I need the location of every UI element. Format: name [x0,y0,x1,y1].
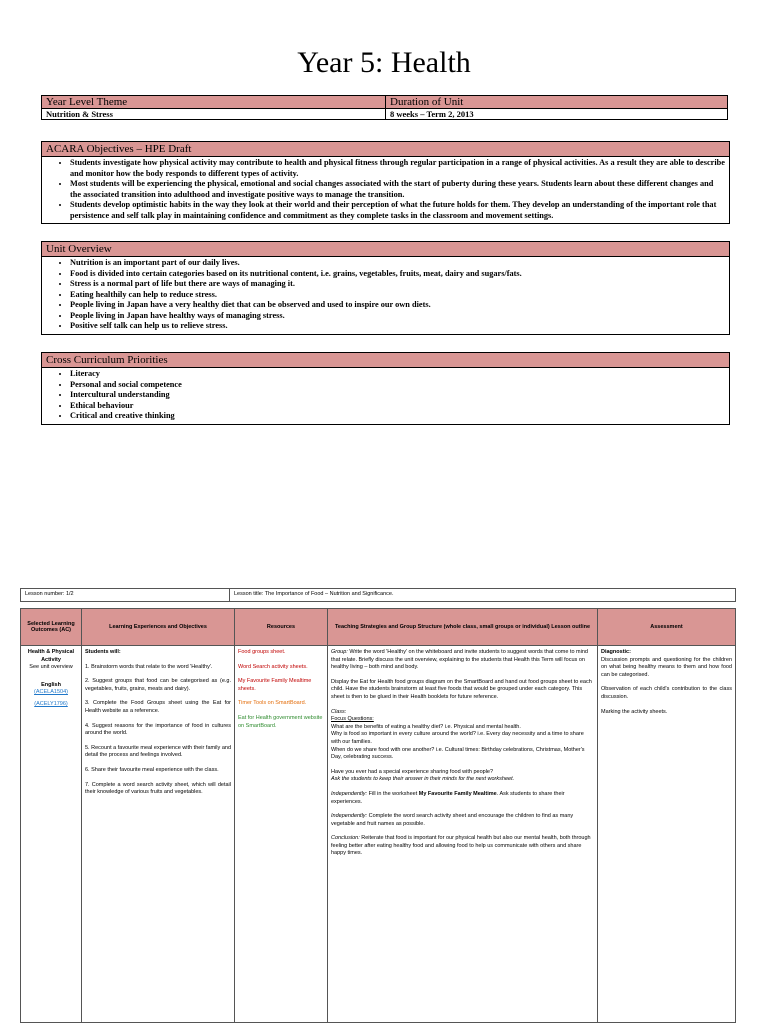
strategy-group [331,649,594,672]
outcome-code-link[interactable]: (ACELY1796) [34,700,68,707]
list-item: • Nutrition is an important part of our daily lives. [70,258,725,269]
focus-question: When do we share food with one another? i.e. Cultural times: Birthday celebrations, Christmas, Mother's Day, celebrating success. [331,746,585,761]
list-item: • Food is divided into certain categories based on its nutritional content, i.e. grains, vegetables, fruits, meat, dairy and sugars/fats. [70,269,725,280]
resource-item: My Favourite Family Mealtime sheets. [238,678,312,692]
list-item: • Personal and social competence [70,380,725,391]
col-outcomes-header: Selected Learning Outcomes (AC) [21,609,82,646]
ccp-list [42,368,729,424]
assessment-item: Discussion prompts and questioning for the children on what being healthy means to them and how food can be categorised. [601,656,732,678]
strategy-label: Conclusion: [331,835,360,842]
outcome-english: English [41,681,61,688]
resources-cell [235,646,328,1023]
assessment-item: Observation of each child's contribution to the class discussion. [601,686,732,700]
experience-item: 4. Suggest reasons for the importance of food in cultures around the world. [85,722,231,737]
list-item: • Students develop optimistic habits in the way they look at their world and their perception of what the future holds for them. They develop an understanding of the important role that persistence and self talk play in maintaining confidence and commitment as they complete tasks in the classroom and movement settings. [70,200,725,221]
experience-item: 1. Brainstorm words that relate to the word 'Healthy'. [85,663,213,670]
list-item: • Stress is a normal part of life but there are ways of managing it. [70,279,725,290]
theme-table [41,95,728,120]
strategy-independent-1 [331,791,594,806]
strategy-focus-label: Focus Questions: [331,716,374,723]
list-item: • People living in Japan have a very healthy diet that can be observed and used to inspire our own diets. [70,300,725,311]
strategy-conclusion [331,835,594,858]
list-item: • People living in Japan have healthy ways of managing stress. [70,311,725,322]
theme-label: Year Level Theme [42,96,386,109]
strategy-label: Group: [331,649,348,655]
duration-value: 8 weeks – Term 2, 2013 [386,109,728,120]
outcome-code-link[interactable]: (ACELA1504) [34,689,68,696]
duration-label: Duration of Unit [386,96,728,109]
focus-question: Have you ever had a special experience sharing food with people? [331,768,494,775]
strategy-text: Complete the word search activity sheet and encourage the children to find as many vegetable and fruit names as possible. [331,813,574,827]
strategy-label: Independently: [331,813,368,820]
overview-heading: Unit Overview [42,242,729,257]
resource-item: Food groups sheet. [238,649,286,655]
acara-list [42,157,729,223]
strategies-cell [328,646,598,1023]
col-assessment-header: Assessment [598,609,736,646]
assessment-cell [598,646,736,1023]
experiences-lead: Students will: [85,649,121,655]
worksheet-name: My Favourite Family Mealtime [418,790,497,797]
strategy-text: Fill in the worksheet [367,790,419,797]
col-resources-header: Resources [235,609,328,646]
overview-list [42,257,729,334]
list-item: • Intercultural understanding [70,390,725,401]
acara-heading: ACARA Objectives – HPE Draft [42,142,729,157]
strategy-label: Independently: [331,790,368,797]
acara-section [41,141,730,224]
list-item: • Eating healthily can help to reduce stress. [70,290,725,301]
experience-item: 7. Complete a word search activity sheet, which will detail their knowledge of various fruits and vegetables. [85,781,231,796]
strategy-display: Display the Eat for Health food groups diagram on the SmartBoard and hand out food groups sheet to each child. Have the students brainstorm at least five foods that would be grouped under each category. This sheet is then to be glued in their Health booklets for future reference. [331,678,592,700]
experience-item: 6. Share their favourite meal experience with the class. [85,766,219,773]
strategy-class-label: Class: [331,708,347,715]
lesson-header-table [20,588,736,602]
outcome-see-unit: See unit overview [29,664,73,671]
lesson-plan-table [20,608,736,1023]
resource-item: Eat for Health government website on SmartBoard. [238,714,323,729]
list-item: • Critical and creative thinking [70,411,725,422]
resource-item: Timer Tools on SmartBoard. [238,700,307,707]
strategy-text: . Ask students to share their experiences. [331,790,565,805]
lesson-number: Lesson number: 1/2 [21,589,230,602]
outcomes-cell [21,646,82,1023]
focus-question: Why is food so important in every culture around the world? i.e. Every day necessity and a time to share with our families. [331,731,584,745]
overview-section [41,241,730,335]
col-strategies-header: Teaching Strategies and Group Structure (whole class, small groups or individual) Lesson outline [328,609,598,646]
strategy-text: Reiterate that food is important for our physical health but also our mental health, both through feeling better after eating healthy food and allowing food to help us communicate with others and share happy times. [331,835,591,857]
strategy-independent-2 [331,813,594,828]
experience-item: 3. Complete the Food Groups sheet using the Eat for Health website as a reference. [85,700,231,714]
outcome-health: Health & Physical Activity [27,649,75,663]
list-item: • Ethical behaviour [70,401,725,412]
list-item: • Most students will be experiencing the physical, emotional and social changes associated with the start of puberty during these years. Students learn about these different changes and the associated transition into adulthood and investigate positive ways to manage the transition. [70,179,725,200]
list-item: • Students investigate how physical activity may contribute to health and physical fitness through regular participation in a range of physical activities. As a result they are able to describe and monitor how the body responds to different types of activity. [70,158,725,179]
experience-item: 2. Suggest groups that food can be categorised as (e.g. vegetables, fruits, grains, meats and dairy). [85,678,231,692]
experience-item: 5. Recount a favourite meal experience with their family and detail the process and feelings involved. [85,744,231,759]
focus-question: What are the benefits of eating a healthy diet? i.e. Physical and mental health. [331,723,521,730]
ccp-section [41,352,730,425]
experiences-cell [82,646,235,1023]
focus-question-note: Ask the students to keep their answer in their minds for the next worksheet. [331,776,515,783]
assessment-diagnostic-label: Diagnostic: [601,649,631,655]
list-item: • Literacy [70,369,725,380]
lesson-title: Lesson title: The Importance of Food – Nutrition and Significance. [230,589,736,602]
strategy-text: Write the word 'Healthy' on the whiteboard and invite students to suggest words that come to mind that relate. Briefly discuss the unit overview, explaining to the students that Health this Term will focus on healthy living – both mind and body. [331,649,588,671]
ccp-heading: Cross Curriculum Priorities [42,353,729,368]
col-experiences-header: Learning Experiences and Objectives [82,609,235,646]
page-title: Year 5: Health [297,46,471,79]
list-item: • Positive self talk can help us to relieve stress. [70,321,725,332]
theme-value: Nutrition & Stress [42,109,386,120]
resource-item: Word Search activity sheets. [238,663,308,670]
assessment-item: Marking the activity sheets. [601,708,668,715]
